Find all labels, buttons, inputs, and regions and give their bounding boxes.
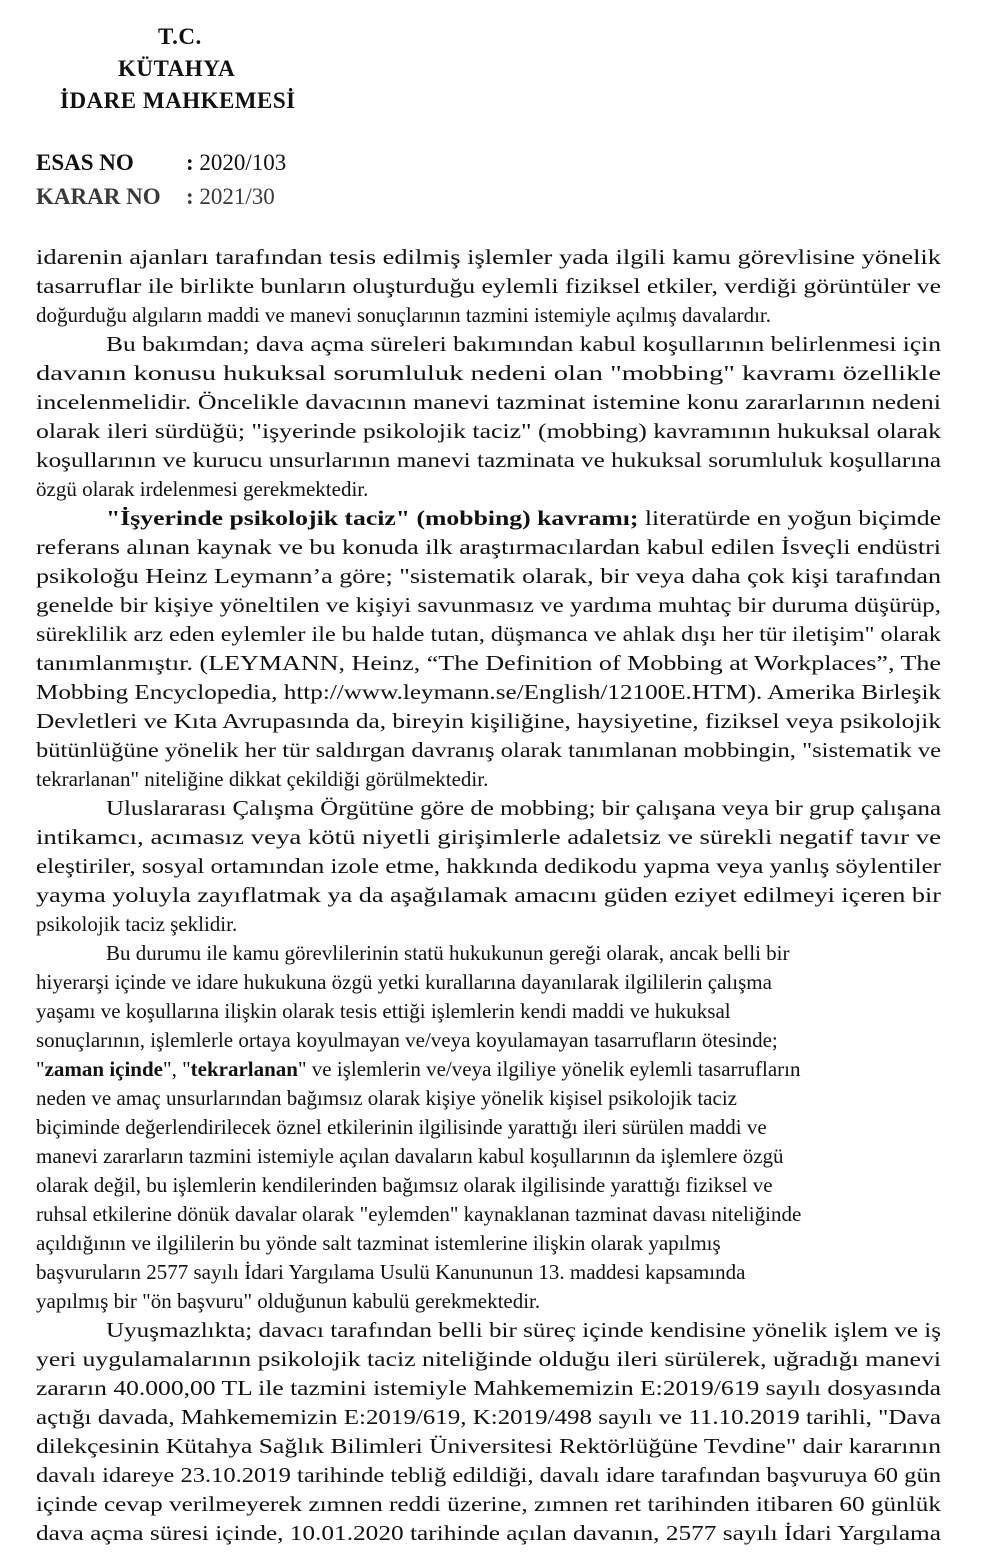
esas-no-label: ESAS NO	[36, 150, 134, 175]
text-run: psikoloğu Heinz Leymann’a göre; "sistematik olarak, bir veya daha çok kişi tarafından	[36, 564, 941, 588]
text-line	[36, 910, 261, 939]
text-run: Uyuşmazlıkta; davacı tarafından belli bir süreç içinde kendisine yönelik işlem ve iş	[106, 1318, 941, 1342]
text-run: " ve işlemlerin ve/veya ilgiliye yönelik eylemli tasarrufların	[297, 1057, 801, 1081]
text-run: koşullarının ve kurucu unsurlarının manevi tazminata ve hukuksal sorumluluk koşullarına	[36, 448, 941, 472]
text-line	[36, 1055, 858, 1084]
text-run: sonuçlarının, işlemlerle ortaya koyulmayan ve/veya koyulamayan tasarrufların ötesinde;	[36, 1028, 778, 1052]
text-line	[36, 678, 941, 707]
text-line	[36, 1142, 868, 1171]
text-line	[36, 1432, 941, 1461]
text-run: manevi zararların tazmini istemiyle açılan davaların kabul koşullarının da işlemlere özgü	[36, 1144, 784, 1168]
text-run: davanın konusu hukuksal sorumluluk nedeni olan "mobbing" kavramı özellikle	[36, 361, 941, 385]
text-line	[36, 301, 771, 330]
text-line	[36, 1461, 941, 1490]
text-run: süreklilik arz eden eylemler ile bu halde tutan, düşmanca ve ahlak dışı her tür iletişim" olarak	[36, 622, 942, 646]
text-line	[36, 562, 941, 591]
esas-no-colon: :	[186, 150, 194, 175]
text-run: tanımlanmıştır. (LEYMANN, Heinz, “The Definition of Mobbing at Workplaces”, The	[36, 651, 941, 675]
text-run: içinde cevap verilmeyerek zımnen reddi üzerine, zımnen ret tarihinden itibaren 60 günlük	[36, 1492, 942, 1516]
text-run: bütünlüğüne yönelik her tür saldırgan davranış olarak tanımlanan mobbingin, "sistematik ve	[36, 738, 941, 762]
text-run: davalı idareye 23.10.2019 tarihinde tebliğ edildiği, davalı idare tarafından başvuruya 60 gün	[36, 1463, 941, 1487]
text-run: dava açma süresi içinde, 10.01.2020 tarihinde açılan davanın, 2577 sayılı İdari Yargılama	[36, 1521, 942, 1545]
text-line	[36, 417, 941, 446]
text-run: olarak değil, bu işlemlerin kendilerinden bağımsız olarak ilgilisinde yarattığı fiziksel ve	[36, 1173, 773, 1197]
text-line	[106, 794, 941, 823]
text-run: Mobbing Encyclopedia, http://www.leymann.se/English/12100E.HTM). Amerika Birleşik	[36, 680, 941, 704]
text-run: özgü olarak irdelenmesi gerekmektedir.	[36, 477, 369, 501]
text-line	[36, 359, 941, 388]
text-line	[36, 591, 941, 620]
text-run: dilekçesinin Kütahya Sağlık Bilimleri Üniversitesi Rektörlüğüne Tevdine" dair kararının	[36, 1434, 941, 1458]
text-line	[106, 939, 881, 968]
text-line	[36, 1403, 941, 1432]
text-line	[36, 533, 941, 562]
text-line	[36, 823, 941, 852]
text-run: olarak ileri sürdüğü; "işyerinde psikolojik taciz" (mobbing) kavramının hukuksal olarak	[36, 419, 941, 443]
text-line	[36, 243, 941, 272]
text-line	[106, 330, 941, 359]
text-run: intikamcı, acımasız veya kötü niyetli girişimlerle adaletsiz ve sürekli negatif tavır ve	[36, 825, 941, 849]
text-run: başvuruların 2577 sayılı İdari Yargılama Usulü Kanununun 13. maddesi kapsamında	[36, 1260, 746, 1284]
text-line	[36, 1258, 838, 1287]
text-run: idarenin ajanları tarafından tesis edilmiş işlemler yada ilgili kamu görevlisine yönelik	[36, 245, 941, 269]
text-run: açıldığının ve ilgililerin bu yönde salt tazminat istemlerine ilişkin olarak yapılmış	[36, 1231, 721, 1255]
text-run: genelde bir kişiye yöneltilen ve kişiyi savunmasız ve yardıma muhtaç bir duruma düşürüp,	[36, 593, 941, 617]
text-line	[36, 1200, 901, 1229]
text-line	[106, 1316, 941, 1345]
text-line	[36, 1287, 573, 1316]
text-line	[106, 504, 941, 533]
text-run: tasarruflar ile birlikte bunların oluşturduğu eylemli fiziksel etkiler, verdiği görüntüler ve	[36, 274, 941, 298]
esas-no-row	[36, 150, 286, 176]
text-line	[36, 1113, 864, 1142]
text-run: hiyerarşi içinde ve idare hukukuna özgü yetki kurallarına dayanılarak ilgililerin çalışma	[36, 970, 772, 994]
text-line	[36, 707, 941, 736]
text-line	[36, 475, 391, 504]
text-line	[36, 1229, 726, 1258]
text-line	[36, 1084, 858, 1113]
text-run: Bu durumu ile kamu görevlilerinin statü hukukunun gereği olarak, ancak belli bir	[106, 941, 790, 965]
text-run: incelenmelidir. Öncelikle davacının manevi tazminat istemine konu zararlarının nedeni	[36, 390, 941, 414]
header-court-name: İDARE MAHKEMESİ	[60, 88, 296, 113]
text-run: yayma yoluyla zayıflatmak ya da aşağılamak amacını güden eziyet edilmeyi içeren bir	[36, 883, 941, 907]
text-line	[36, 446, 941, 475]
text-line	[36, 1171, 858, 1200]
text-run: ruhsal etkilerine dönük davalar olarak "eylemden" kaynaklanan tazminat davası niteliğinde	[36, 1202, 802, 1226]
text-run: ", "	[163, 1057, 191, 1081]
text-run: doğurduğu algıların maddi ve manevi sonuçlarının tazmini istemiyle açılmış davalardır.	[36, 303, 771, 327]
text-line	[36, 1374, 941, 1403]
karar-no-value: 2021/30	[199, 184, 275, 209]
text-run: zararın 40.000,00 TL ile tazmini istemiyle Mahkememizin E:2019/619 sayılı dosyasında	[36, 1376, 941, 1400]
text-line	[36, 765, 546, 794]
text-line	[36, 1490, 941, 1519]
text-line	[36, 1519, 941, 1548]
text-run: literatürde en yoğun biçimde	[638, 506, 942, 530]
text-run: referans alınan kaynak ve bu konuda ilk araştırmacılardan kabul edilen İsveçli endüstri	[36, 535, 941, 559]
bold-phrase: zaman içinde	[44, 1057, 163, 1081]
text-run: biçiminde değerlendirilecek öznel etkilerinin ilgilisinde yarattığı ileri sürülen maddi ve	[36, 1115, 767, 1139]
text-line	[36, 649, 941, 678]
karar-no-label: KARAR NO	[36, 184, 161, 209]
text-run: neden ve amaç unsurlarından bağımsız olarak kişiye yönelik kişisel psikolojik taciz	[36, 1086, 737, 1110]
text-run: psikolojik taciz şeklidir.	[36, 912, 238, 936]
text-line	[36, 881, 941, 910]
text-line	[36, 736, 941, 765]
text-run: "	[36, 1057, 45, 1081]
text-run: Uluslararası Çalışma Örgütüne göre de mobbing; bir çalışana veya bir grup çalışana	[106, 796, 941, 820]
text-line	[36, 1345, 941, 1374]
bold-phrase: "İşyerinde psikolojik taciz" (mobbing) kavramı;	[106, 506, 639, 530]
text-line	[36, 1026, 873, 1055]
text-line	[36, 968, 941, 997]
header-city: KÜTAHYA	[118, 56, 236, 81]
text-line	[36, 272, 941, 301]
bold-phrase: tekrarlanan	[190, 1057, 298, 1081]
text-line	[36, 852, 941, 881]
text-line	[36, 388, 941, 417]
text-run: yeri uygulamalarının psikolojik taciz niteliğinde olduğu ileri sürülerek, uğradığı manevi	[36, 1347, 941, 1371]
header-tc: T.C.	[158, 24, 202, 49]
text-run: tekrarlanan" niteliğine dikkat çekildiği görülmektedir.	[36, 767, 489, 791]
text-run: açtığı davada, Mahkememizin E:2019/619, K:2019/498 sayılı ve 11.10.2019 tarihli, "Dava	[36, 1405, 941, 1429]
text-line	[36, 620, 941, 649]
text-run: Bu bakımdan; dava açma süreleri bakımından kabul koşullarının belirlenmesi için	[106, 332, 941, 356]
text-run: eleştiriler, sosyal ortamından izole etme, hakkında dedikodu yapma veya yanlış söylentiler	[36, 854, 941, 878]
text-run: yapılmış bir "ön başvuru" olduğunun kabulü gerekmektedir.	[36, 1289, 541, 1313]
text-run: Devletleri ve Kıta Avrupasında da, bireyin kişiliğine, haysiyetine, fiziksel veya psikolojik	[36, 709, 941, 733]
text-run: yaşamı ve koşullarına ilişkin olarak tesis ettiği işlemlerin kendi maddi ve hukuksal	[36, 999, 731, 1023]
karar-no-row	[36, 184, 275, 210]
esas-no-value: 2020/103	[199, 150, 287, 175]
text-line	[36, 997, 846, 1026]
karar-no-colon: :	[186, 184, 194, 209]
